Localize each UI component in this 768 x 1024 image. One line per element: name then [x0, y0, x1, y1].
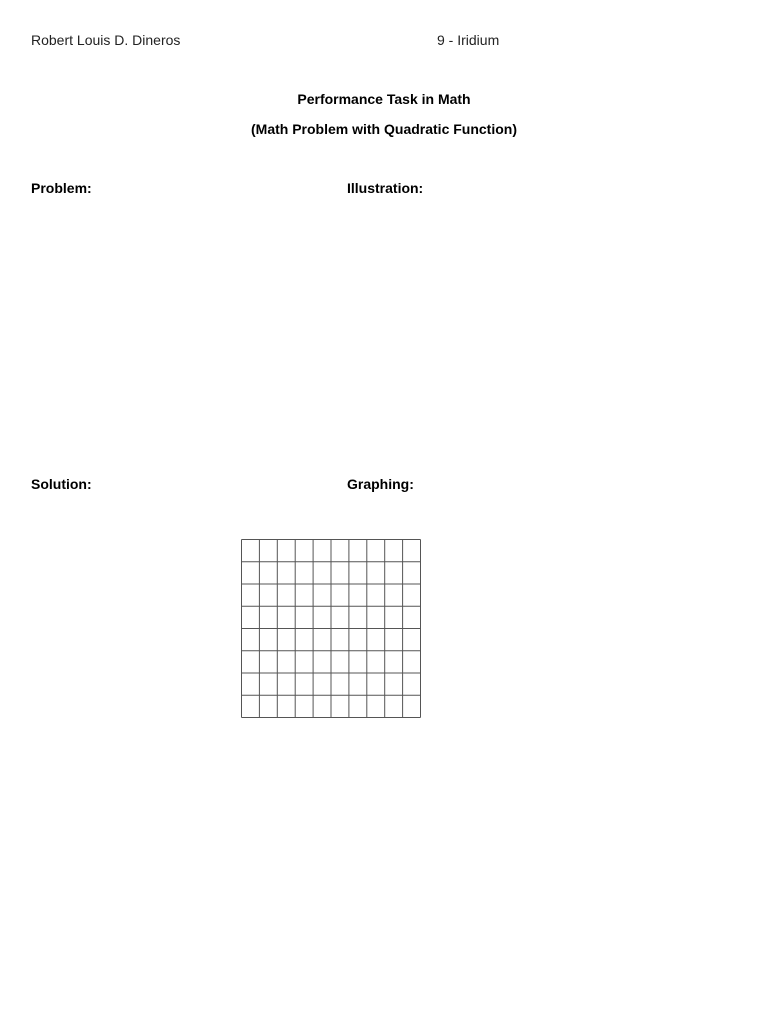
- student-name: Robert Louis D. Dineros: [31, 32, 181, 48]
- graphing-label: Graphing:: [347, 476, 414, 492]
- illustration-label: Illustration:: [347, 180, 424, 196]
- document-subtitle: (Math Problem with Quadratic Function): [251, 121, 517, 137]
- graph-grid: [241, 539, 422, 719]
- problem-label: Problem:: [31, 180, 92, 196]
- solution-label: Solution:: [31, 476, 92, 492]
- class-section: 9 - Iridium: [437, 32, 500, 48]
- document-title: Performance Task in Math: [297, 91, 471, 107]
- graph-grid-svg: [241, 539, 422, 719]
